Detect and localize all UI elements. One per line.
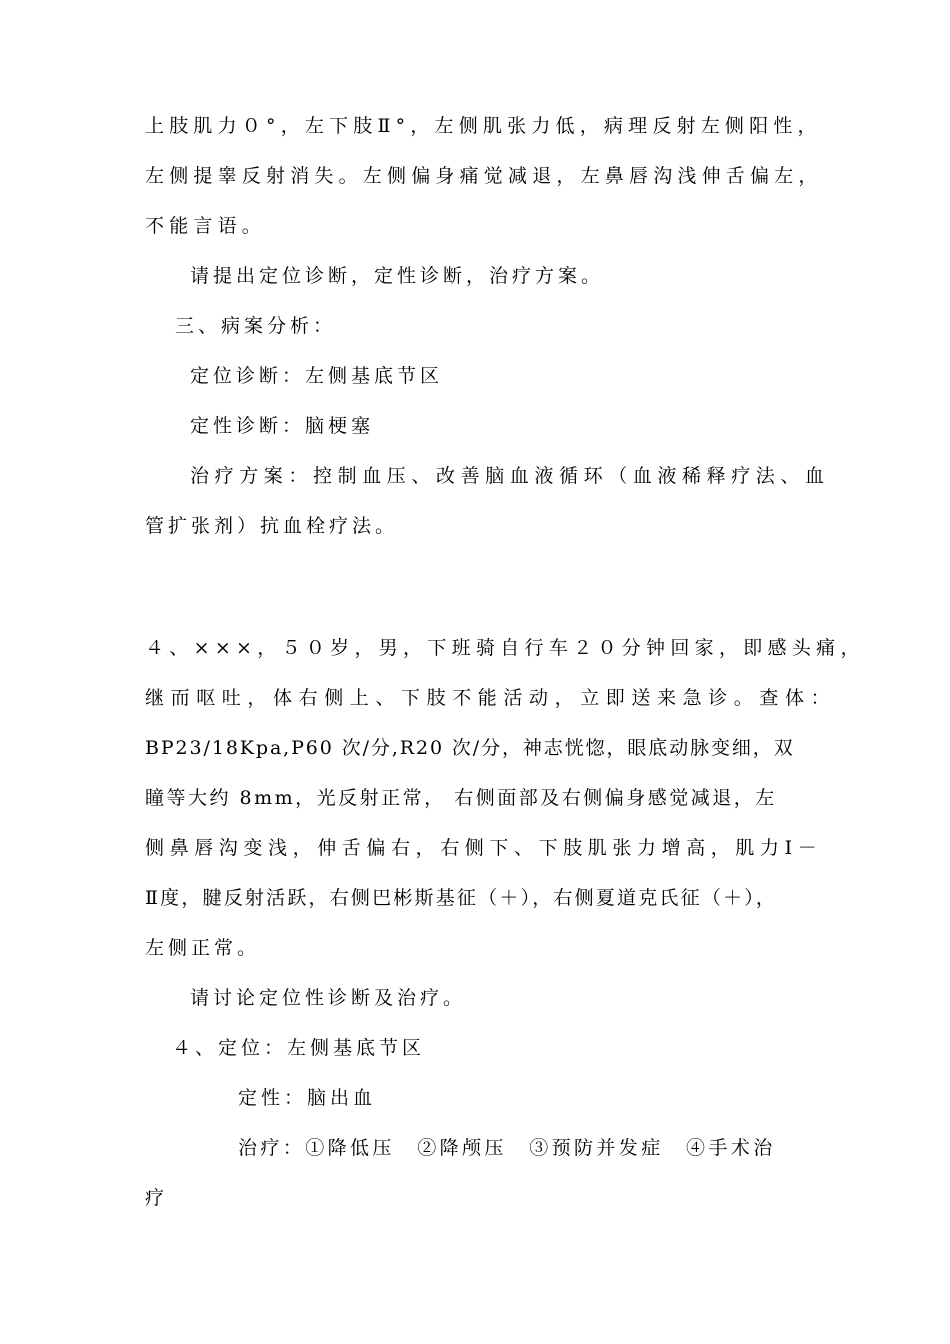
case4-text-line-6: Ⅱ度，腱反射活跃，右侧巴彬斯基征（＋），右侧夏道克氏征（＋）， <box>145 887 778 909</box>
analysis-heading: 三、病案分析： <box>175 315 337 337</box>
case4-text-line-3: BP23/18Kpa,P60 次/分,R20 次/分，神志恍惚，眼底动脉变细，双 <box>145 737 795 759</box>
answer4-treatment-line-2: 疗 <box>145 1187 169 1209</box>
case4-question: 请讨论定位性诊断及治疗。 <box>190 987 467 1009</box>
answer4-treatment-line-1: 治疗：①降低压 ②降颅压 ③预防并发症 ④手术治 <box>238 1137 776 1159</box>
case4-text-line-1: ４、×××，５０岁，男，下班骑自行车２０分钟回家，即感头痛， <box>145 637 865 659</box>
answer4-location: ４、定位：左侧基底节区 <box>172 1037 426 1059</box>
answer4-nature: 定性：脑出血 <box>238 1087 377 1109</box>
case3-question: 请提出定位诊断，定性诊断，治疗方案。 <box>190 265 605 287</box>
case4-text-line-5: 侧鼻唇沟变浅，伸舌偏右，右侧下、下肢肌张力增高，肌力Ⅰ－ <box>145 837 823 859</box>
case4-text-line-4: 瞳等大约 8mm，光反射正常， 右侧面部及右侧偏身感觉减退，左 <box>145 787 777 809</box>
case4-text-line-2: 继而呕吐，体右侧上、下肢不能活动，立即送来急诊。查体： <box>145 687 837 709</box>
case3-text-line-3: 不能言语。 <box>145 215 267 237</box>
analysis-location-diagnosis: 定位诊断：左侧基底节区 <box>190 365 444 387</box>
case3-text-line-2: 左侧提睾反射消失。左侧偏身痛觉减退，左鼻唇沟浅伸舌偏左， <box>145 165 823 187</box>
case3-text-line-1: 上肢肌力０°，左下肢Ⅱ°，左侧肌张力低，病理反射左侧阳性， <box>145 115 822 137</box>
case4-text-line-7: 左侧正常。 <box>145 937 261 959</box>
analysis-treatment-line-1: 治疗方案：控制血压、改善脑血液循环（血液稀释疗法、血 <box>190 465 830 487</box>
analysis-nature-diagnosis: 定性诊断：脑梗塞 <box>190 415 375 437</box>
analysis-treatment-line-2: 管扩张剂）抗血栓疗法。 <box>145 515 399 537</box>
